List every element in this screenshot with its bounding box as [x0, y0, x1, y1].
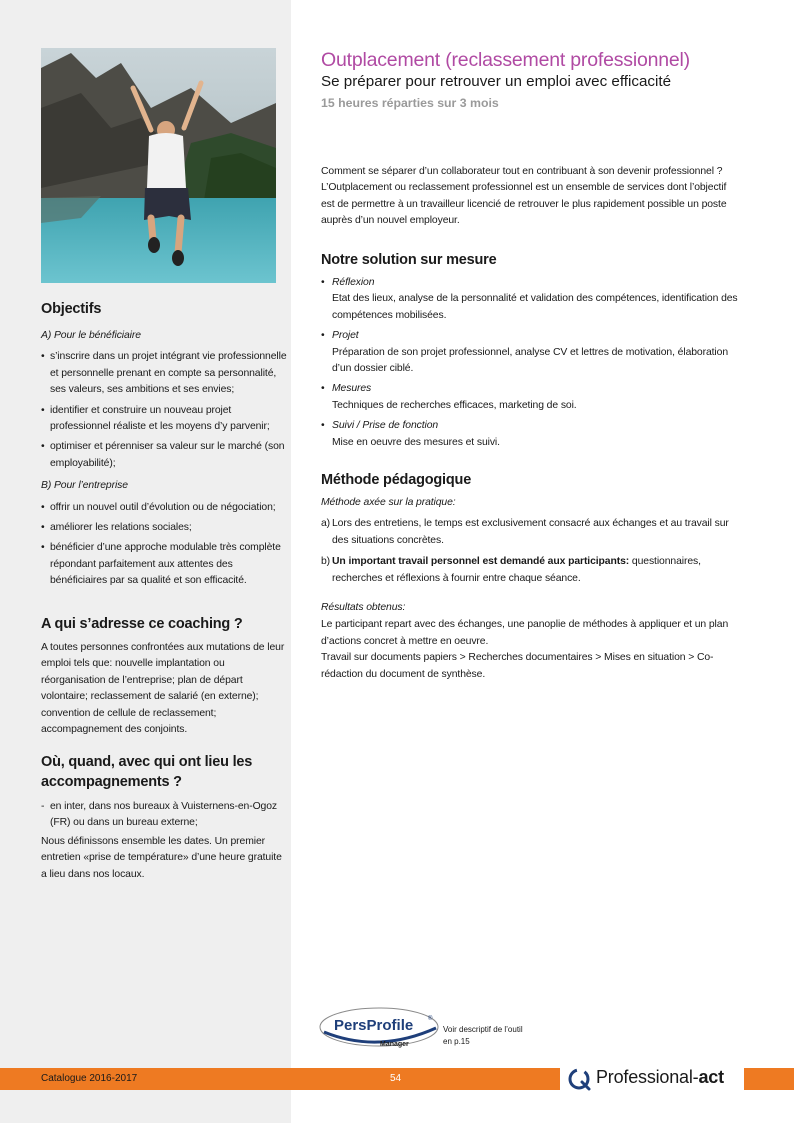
brand-prefix: Professional- — [596, 1067, 699, 1087]
results-text-2: Travail sur documents papiers > Recherches documentaires > Mises en situation > Co-rédaction du document de synthèse. — [321, 652, 714, 680]
tool-note: Voir descriptif de l’outil en p.15 — [443, 1025, 523, 1046]
logo-name: PersProfile — [334, 1017, 414, 1034]
solution-item-desc: Techniques de recherches efficaces, marketing de soi. — [332, 399, 577, 411]
page-number: 54 — [390, 1073, 402, 1084]
page-title: Outplacement (reclassement professionnel) — [321, 49, 690, 71]
item-text: Lors des entretiens, le temps est exclusivement consacré aux échanges et au travail sur des situations concrètes. — [332, 518, 729, 546]
solution-heading: Notre solution sur mesure — [321, 252, 497, 268]
where-heading: Où, quand, avec qui ont lieu les accompagnements ? — [41, 754, 253, 790]
beneficiary-heading: A) Pour le bénéficiaire — [41, 330, 141, 341]
method-list — [321, 516, 741, 587]
list-item: • s’inscrire dans un projet intégrant vie professionnelle et personnelle prenant en compte sa personnalité, ses valeurs, ses ambitions et ses envies; — [41, 349, 289, 398]
item-letter: b) — [321, 556, 331, 568]
intro-text: Comment se séparer d’un collaborateur tout en contribuant à son devenir professionnel ? L’Outplacement ou reclassement professionnel est un ensemble de services dont l’objectif est de permettre à un travailleur licencié de retrouver le plus rapidement possible un poste auprès d’un nouvel employeur. — [321, 166, 727, 227]
list-item — [321, 328, 741, 377]
method-subheading: Méthode axée sur la pratique: — [321, 497, 456, 508]
item-text: questionnaires, recherches et réflexions à fournir entre chaque séance. — [332, 556, 701, 584]
duration: 15 heures réparties sur 3 mois — [321, 96, 499, 110]
page-subtitle: Se préparer pour retrouver un emploi avec efficacité — [321, 73, 672, 90]
list-item: • améliorer les relations sociales; — [41, 520, 289, 536]
where-list — [41, 799, 289, 832]
results-text: Le participant repart avec des échanges, une panoplie de méthodes à appliquer et un plan d’actions concret à mettre en oeuvre. — [321, 619, 729, 647]
solution-item-desc: Mise en oeuvre des mesures et suivi. — [332, 436, 500, 448]
beneficiary-list — [41, 349, 289, 472]
solution-item-name: • Projet — [332, 330, 359, 342]
audience-text: A toutes personnes confrontées aux mutations de leur emploi tels que: nouvelle implantation ou réorganisation de l’entreprise; plan de départ volontaire; reclassement de salarié (en externe); convention de cellule de reclassement; accompagnement des conjoints. — [41, 642, 285, 736]
hero-photo — [41, 48, 276, 283]
list-item: • identifier et construire un nouveau projet professionnel réaliste et les moyens d’y parvenir; — [41, 403, 289, 436]
footer-catalogue: Catalogue 2016-2017 — [41, 1073, 138, 1084]
brand-suffix: act — [698, 1067, 724, 1087]
solution-item-name: • Mesures — [332, 383, 372, 395]
solution-list — [321, 275, 741, 451]
solution-section — [321, 251, 741, 451]
audience-heading: A qui s’adresse ce coaching ? — [41, 616, 243, 632]
item-bold-text: Un important travail personnel est demandé aux participants: — [332, 556, 630, 568]
list-item — [321, 516, 741, 549]
company-list — [41, 500, 289, 590]
results-heading: Résultats obtenus: — [321, 602, 406, 614]
company-heading: B) Pour l’entreprise — [41, 480, 128, 492]
list-item — [321, 381, 741, 414]
method-heading: Méthode pédagogique — [321, 472, 472, 488]
audience-section — [41, 615, 289, 738]
list-item: • optimiser et pérenniser sa valeur sur le marché (son employabilité); — [41, 439, 289, 472]
where-section — [41, 752, 289, 883]
logo-sub: Manager — [380, 1041, 409, 1048]
where-text: Nous définissons ensemble les dates. Un premier entretien «prise de température» d’une heure gratuite a lieu dans nos locaux. — [41, 835, 282, 880]
persprofile-logo — [318, 1006, 440, 1050]
brand-logo-icon — [566, 1066, 592, 1092]
solution-item-name: • Suivi / Prise de fonction — [332, 420, 439, 432]
solution-item-desc: Préparation de son projet professionnel, analyse CV et lettres de motivation, élaboration d’un dossier ciblé. — [332, 346, 728, 375]
list-item — [321, 554, 741, 587]
logo-registered: ® — [428, 1016, 433, 1022]
list-item — [321, 418, 741, 451]
objectives-heading: Objectifs — [41, 301, 102, 317]
list-item — [321, 275, 741, 324]
brand-name — [596, 1067, 724, 1088]
list-item: • bénéficier d’une approche modulable très complète répondant parfaitement aux attentes des bénéficiaires par sa qualité et son efficacité. — [41, 540, 289, 589]
solution-item-desc: Etat des lieux, analyse de la personnalité et validation des compétences, identification des compétences mobilisées. — [332, 293, 738, 321]
method-section — [321, 471, 741, 683]
solution-item-name: • Réflexion — [332, 277, 375, 288]
item-letter: a) — [321, 518, 331, 530]
objectives-section — [41, 300, 289, 590]
list-item: - en inter, dans nos bureaux à Vuisternens-en-Ogoz (FR) ou dans un bureau externe; — [41, 799, 289, 832]
list-item: • offrir un nouvel outil d’évolution ou de négociation; — [41, 500, 289, 516]
